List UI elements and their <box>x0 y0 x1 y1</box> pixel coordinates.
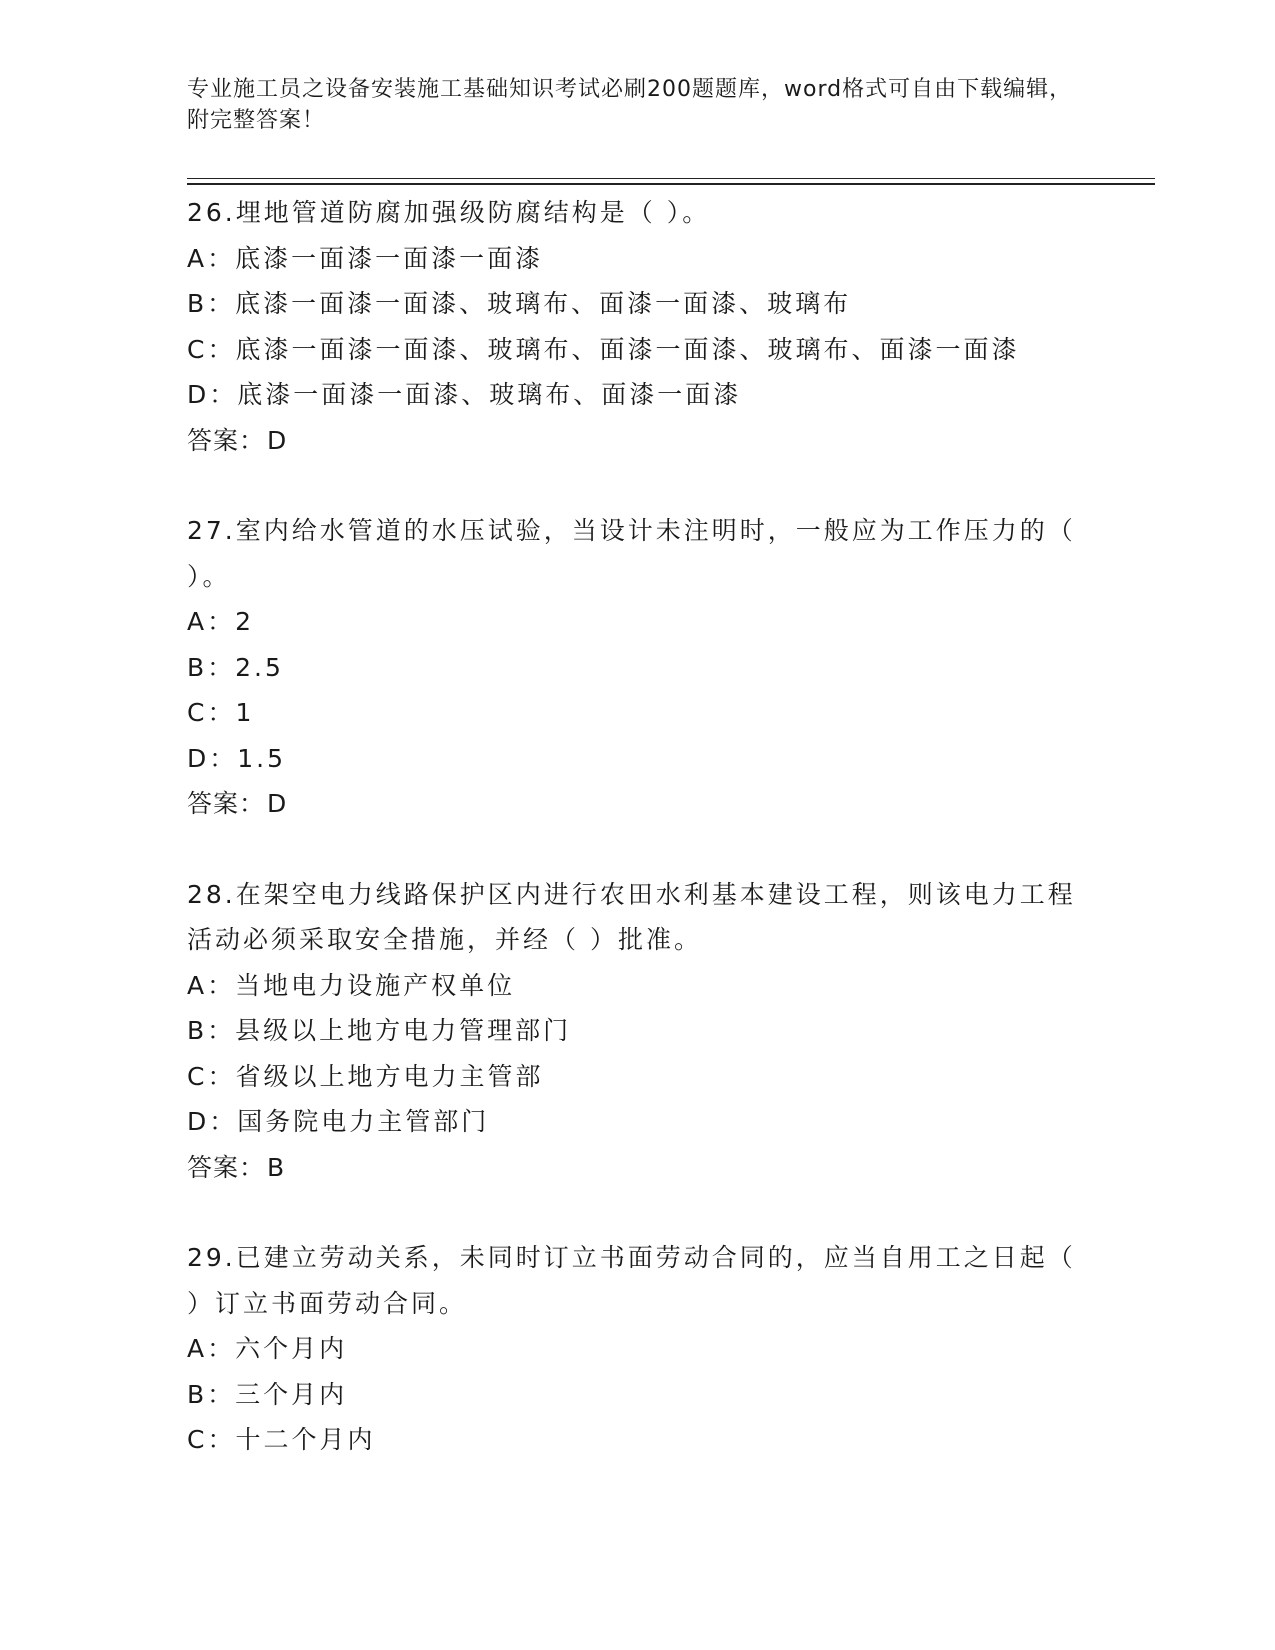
option-c: C：十二个月内 <box>187 1425 376 1454</box>
question-text: 26.埋地管道防腐加强级防腐结构是（ ）。 <box>187 198 711 227</box>
header-divider-thin <box>187 178 1155 179</box>
question-27 <box>187 508 1087 827</box>
option-a: A：当地电力设施产权单位 <box>187 970 516 1000</box>
question-list <box>187 190 1087 1508</box>
document-title: 专业施工员之设备安装施工基础知识考试必刷200题题库，word格式可自由下载编辑，附完整答案！ <box>187 77 1073 133</box>
answer-line <box>187 418 1087 464</box>
option-a: A：底漆一面漆一面漆一面漆 <box>187 243 544 273</box>
option-b: B：2.5 <box>187 652 284 682</box>
option-b: B：三个月内 <box>187 1379 348 1409</box>
option-d: D：1.5 <box>187 743 287 773</box>
answer-label: 答案： <box>187 789 266 818</box>
header-divider-thick <box>187 183 1155 185</box>
option-d: D：底漆一面漆一面漆、玻璃布、面漆一面漆 <box>187 380 742 409</box>
question-28 <box>187 872 1087 1191</box>
option-c: C：1 <box>187 698 255 727</box>
option-a: A：六个月内 <box>187 1334 348 1363</box>
option-b: B：县级以上地方电力管理部门 <box>187 1016 572 1045</box>
answer-value: B <box>267 1152 286 1182</box>
question-26 <box>187 190 1087 463</box>
answer-line <box>187 1145 1087 1191</box>
question-text: 29.已建立劳动关系，未同时订立书面劳动合同的，应当自用工之日起（ ）订立书面劳动合同。 <box>187 1243 1076 1318</box>
option-d: D：国务院电力主管部门 <box>187 1107 490 1136</box>
option-c: C：底漆一面漆一面漆、玻璃布、面漆一面漆、玻璃布、面漆一面漆 <box>187 334 1020 364</box>
question-text: 28.在架空电力线路保护区内进行农田水利基本建设工程，则该电力工程活动必须采取安全措施，并经（ ）批准。 <box>187 879 1076 954</box>
answer-value: D <box>267 425 288 455</box>
question-29 <box>187 1235 1087 1463</box>
option-b: B：底漆一面漆一面漆、玻璃布、面漆一面漆、玻璃布 <box>187 289 852 318</box>
answer-label: 答案： <box>187 1152 266 1182</box>
answer-value: D <box>267 789 288 818</box>
option-c: C：省级以上地方电力主管部 <box>187 1061 544 1091</box>
answer-line <box>187 781 1087 827</box>
document-header <box>187 74 1087 136</box>
option-a: A：2 <box>187 607 255 636</box>
question-text: 27.室内给水管道的水压试验，当设计未注明时，一般应为工作压力的（ ）。 <box>187 516 1076 591</box>
answer-label: 答案： <box>187 425 266 455</box>
